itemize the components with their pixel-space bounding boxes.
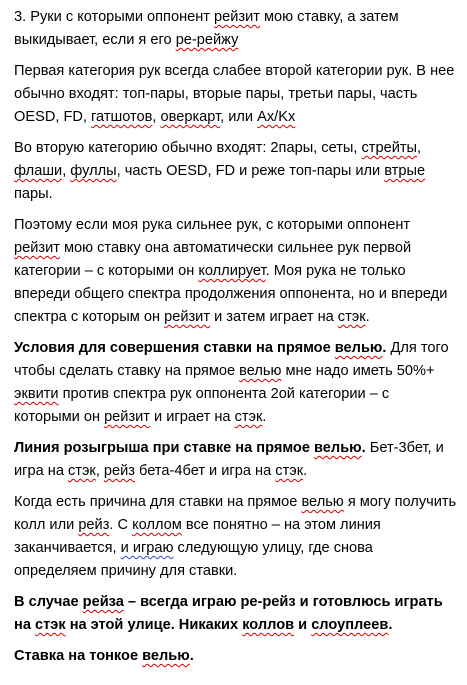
spellcheck-word: рейзит (164, 309, 211, 325)
text-run: . (262, 409, 267, 425)
text-run: Ставка на тонкое (14, 648, 143, 664)
spellcheck-word: стэк (337, 309, 366, 325)
text-run: Условия для совершения ставки на прямое (14, 340, 335, 356)
spellcheck-word: велью (314, 440, 362, 456)
spellcheck-word: рейзит (14, 240, 60, 256)
spellcheck-word: стэк (234, 409, 263, 425)
spellcheck-word: ре-рейжу (175, 32, 239, 48)
text-run: и играет на (149, 409, 235, 425)
text-run: я могу получить колл или (14, 494, 457, 533)
text-run: . (303, 463, 308, 479)
text-run: . (365, 309, 370, 325)
text-run: . Моя рука не только впереди общего спектра продолжения оппонента, но и впереди спектра с которым он (14, 263, 448, 325)
text-run: Во вторую категорию обычно входят: 2пары, сеты, (14, 140, 362, 156)
spellcheck-word: велью (239, 363, 282, 379)
text-run: , часть OESD, FD и реже топ-пары или (116, 163, 385, 179)
text-run: все понятно – на этом линия заканчивается, (14, 517, 381, 556)
spellcheck-word: велью (142, 648, 190, 664)
spellcheck-word: стрейты (361, 140, 418, 156)
spellcheck-word: рейзит (214, 9, 260, 25)
spellcheck-word: стэк (35, 617, 66, 633)
spellcheck-word: коллов (242, 617, 295, 633)
text-run: , (152, 109, 161, 125)
spellcheck-word: втрые (384, 163, 426, 179)
spellcheck-word: эквити (14, 386, 59, 402)
text-run: мою ставку она автоматически сильнее рук первой категории – с которыми он (14, 240, 412, 279)
text-run: и (294, 617, 312, 633)
text-run: Первая категория рук всегда слабее второй категории рук. В нее обычно входят: топ-пары, вторые пары, третьи пары, часть OESD, FD, (14, 63, 455, 125)
text-run: мою ставку, а затем выкидывает, если я его (14, 9, 399, 48)
paragraph-7 (14, 491, 459, 583)
paragraph-5 (14, 337, 459, 429)
text-run: , (62, 163, 71, 179)
spellcheck-word: велью (301, 494, 344, 510)
spellcheck-word: стэк (68, 463, 96, 479)
text-run: . (382, 340, 387, 356)
spellcheck-word: коллом (132, 517, 182, 533)
paragraph-2 (14, 60, 459, 129)
paragraph-8 (14, 591, 459, 637)
text-run: пары. (14, 186, 53, 202)
text-run: следующую улицу, где снова определяем причину для ставки. (14, 540, 373, 579)
paragraph-4 (14, 214, 459, 329)
text-run: и затем играет на (210, 309, 338, 325)
text-run: на этой улице. Никаких (65, 617, 243, 633)
text-run: против спектра рук оппонента 2ой категории – с которыми он (14, 386, 390, 425)
spellcheck-word: коллирует (198, 263, 266, 279)
text-run: В случае (14, 594, 83, 610)
text-run: , (417, 140, 422, 156)
text-run: бета-4бет и игра на (135, 463, 276, 479)
text-run: . (189, 648, 194, 664)
text-run: 3. Руки с которыми оппонент (14, 9, 215, 25)
spellcheck-word: гатшотов (91, 109, 153, 125)
text-run: Когда есть причина для ставки на прямое (14, 494, 302, 510)
paragraph-1 (14, 6, 459, 52)
text-run: Бет-3бет, и игра на (14, 440, 444, 479)
spellcheck-word: и играю (120, 540, 174, 556)
text-run: . С (109, 517, 133, 533)
spellcheck-word: оверкарт (160, 109, 221, 125)
paragraph-6 (14, 437, 459, 483)
spellcheck-word: велью (334, 340, 383, 356)
text-run: мне надо иметь 50%+ (281, 363, 435, 379)
text-run: Линия розыгрыша при ставке на прямое (14, 440, 315, 456)
spellcheck-word: фуллы (70, 163, 117, 179)
text-run: Для того чтобы сделать ставку на прямое (14, 340, 449, 379)
spellcheck-word: рейзит (104, 409, 150, 425)
spellcheck-word: слоуплеев (311, 617, 389, 633)
text-run: . (388, 617, 393, 633)
spellcheck-word: рейз (103, 463, 135, 479)
spellcheck-word: стэк (275, 463, 304, 479)
spellcheck-word: Ax/Kx (257, 109, 296, 125)
text-run: Поэтому если моя рука сильнее рук, с которыми оппонент (14, 217, 411, 233)
spellcheck-word: флаши (14, 163, 63, 179)
spellcheck-word: рейза (82, 594, 124, 610)
paragraph-9 (14, 645, 459, 668)
text-run: – всегда играю ре-рейз и готовлюсь играть на (14, 594, 443, 633)
paragraph-3 (14, 137, 459, 206)
spellcheck-word: рейз (78, 517, 110, 533)
text-run: . (361, 440, 366, 456)
text-run: , (95, 463, 104, 479)
text-run: , или (220, 109, 258, 125)
